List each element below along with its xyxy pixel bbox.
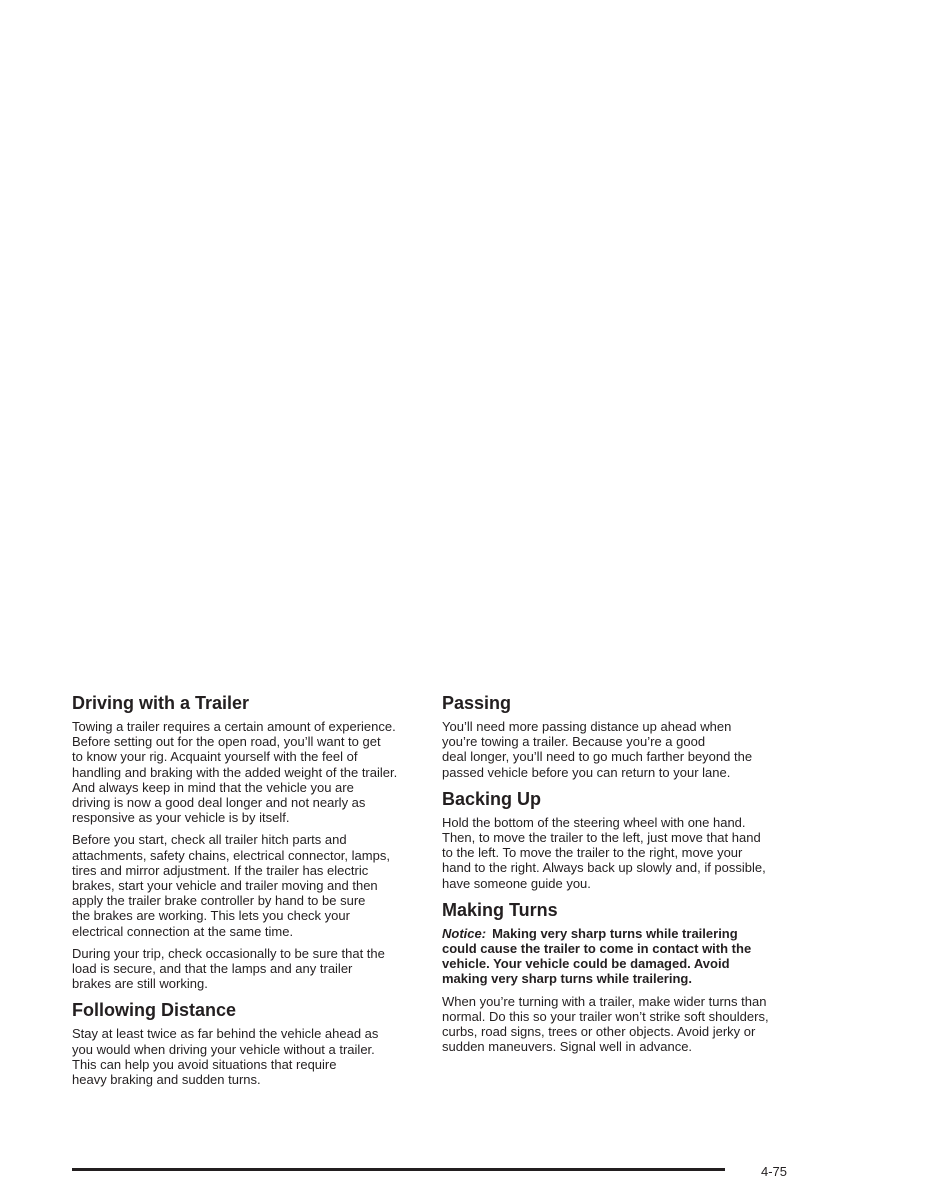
paragraph: During your trip, check occasionally to be sure that the load is secure, and that the lamps and any trailer brakes are still working. <box>72 945 385 992</box>
notice-text: Making very sharp turns while trailering could cause the trailer to come in contact with the vehicle. Your vehicle could be damaged. Avoid making very sharp turns while trailering. <box>442 925 752 987</box>
heading-passing: Passing <box>442 693 512 713</box>
footer-rule <box>72 1168 725 1171</box>
section-following-distance <box>72 999 422 1087</box>
paragraph: You’ll need more passing distance up ahead when you’re towing a trailer. Because you’re a good deal longer, you’ll need to go much farther beyond the passed vehicle before you can return to your lane. <box>442 719 753 780</box>
paragraph: When you’re turning with a trailer, make wider turns than normal. Do this so your trailer won’t strike soft shoulders, curbs, road signs, trees or other objects. Avoid jerky or sudden maneuvers. Signal well in advance. <box>442 993 769 1055</box>
section-backing-up <box>442 788 792 891</box>
heading-backing-up: Backing Up <box>442 788 542 809</box>
section-driving-with-trailer <box>72 692 422 991</box>
heading-making-turns: Making Turns <box>442 899 558 920</box>
paragraph: Hold the bottom of the steering wheel with one hand. Then, to move the trailer to the left, just move that hand to the left. To move the trailer to the right, move your hand to the right. Always back up slowly and, if possible, have someone guide you. <box>442 814 766 891</box>
left-column <box>72 692 422 1095</box>
paragraph: Before you start, check all trailer hitch parts and attachments, safety chains, electrical connector, lamps, tires and mirror adjustment. If the trailer has electric brakes, start your vehicle and trailer moving and then apply the trailer brake controller by hand to be sure the brakes are working. This lets you check your electrical connection at the same time. <box>72 832 390 939</box>
notice-label: Notice: <box>442 925 487 941</box>
heading-following-distance: Following Distance <box>72 1000 237 1021</box>
section-passing <box>442 692 792 780</box>
section-making-turns <box>442 899 792 1055</box>
paragraph: Stay at least twice as far behind the vehicle ahead as you would when driving your vehicle without a trailer. This can help you avoid situations that require heavy braking and sudden turns. <box>72 1026 379 1088</box>
notice <box>442 926 792 987</box>
paragraph: Towing a trailer requires a certain amount of experience. Before setting out for the open road, you’ll want to get to know your rig. Acquaint yourself with the feel of handling and braking with the added weight of the trailer. And always keep in mind that the vehicle you are driving is now a good deal longer and not nearly as responsive as your vehicle is by itself. <box>72 719 398 826</box>
page-number: 4-75 <box>761 1164 788 1179</box>
right-column <box>442 692 792 1062</box>
heading-driving-with-trailer: Driving with a Trailer <box>72 693 250 713</box>
